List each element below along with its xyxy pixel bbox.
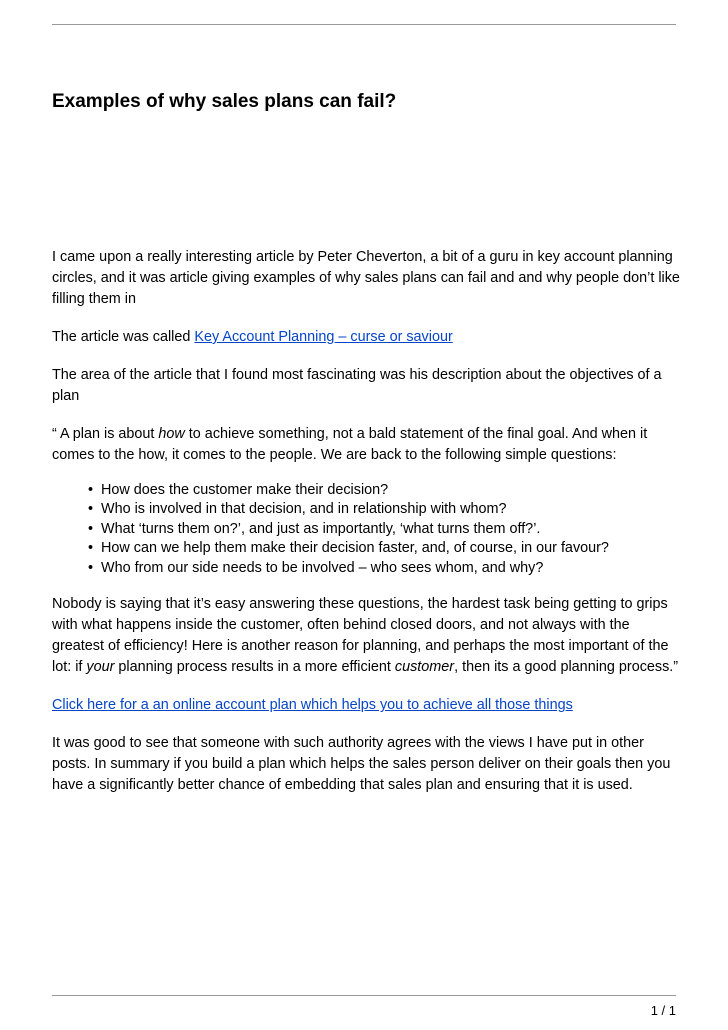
list-item: • What ‘turns them on?’, and just as importantly, ‘what turns them off?’.: [101, 520, 680, 539]
article-reference-prefix: The article was called: [52, 329, 195, 345]
list-item: • How can we help them make their decision faster, and, of course, in our favour?: [101, 539, 680, 558]
nobody-text-start: Nobody is saying that it’s easy answering these questions, the hardest task being getting to grips with what happens inside the customer, often behind closed doors, and not always with the greatest of efficiency! Here is another reason for planning, and perhaps the most important of the lot: if: [52, 596, 669, 676]
list-item: • How does the customer make their decision?: [101, 481, 680, 500]
nobody-paragraph: [52, 594, 680, 678]
article-link[interactable]: Key Account Planning – curse or saviour: [194, 329, 453, 345]
quote-text-end: to achieve something, not a bald statement of the final goal. And when it comes to the how, it comes to the people. We are back to the following simple questions:: [52, 426, 648, 463]
article-body: [52, 247, 680, 813]
quote-emphasis-how: how: [158, 426, 185, 442]
footer-rule: [52, 995, 676, 996]
quote-text-start: “ A plan is about: [52, 426, 159, 442]
online-plan-paragraph: [52, 695, 680, 716]
list-item: • Who from our side needs to be involved – who sees whom, and why?: [101, 559, 680, 578]
nobody-emphasis-customer: customer: [394, 659, 455, 676]
nobody-emphasis-your: your: [86, 659, 115, 676]
header-rule: [52, 24, 676, 25]
questions-list: [52, 481, 680, 578]
nobody-text-end: , then its a good planning process.”: [454, 659, 679, 676]
page-title: Examples of why sales plans can fail?: [52, 91, 397, 112]
list-item: • Who is involved in that decision, and in relationship with whom?: [101, 500, 680, 519]
online-account-plan-link[interactable]: Click here for a an online account plan which helps you to achieve all those things: [52, 697, 573, 714]
closing-paragraph: It was good to see that someone with such authority agrees with the views I have put in other posts. In summary if you build a plan which helps the sales person deliver on their goals then you have a significantly better chance of embedding that sales plan and ensuring that it is used.: [52, 735, 671, 794]
article-reference-paragraph: [52, 327, 680, 348]
nobody-text-middle: planning process results in a more efficient: [114, 659, 395, 676]
page-number: 1 / 1: [650, 1003, 676, 1018]
quote-paragraph: [52, 424, 680, 466]
area-paragraph: The area of the article that I found most fascinating was his description about the objectives of a plan: [52, 367, 662, 404]
intro-paragraph: I came upon a really interesting article by Peter Cheverton, a bit of a guru in key account planning circles, and it was article giving examples of why sales plans can fail and and why people don’t like filling them in: [52, 249, 680, 307]
